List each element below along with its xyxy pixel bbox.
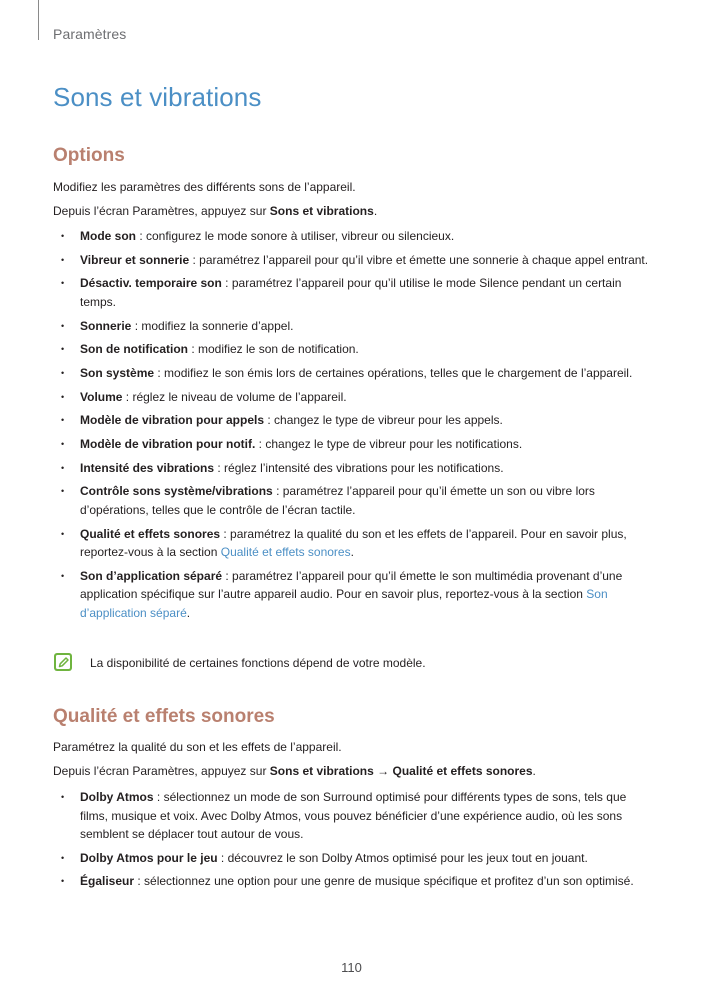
list-item: • Égaliseur : sélectionnez une option pour une genre de musique spécifique et profitez d’un son optimisé. [53, 872, 653, 891]
note-box [53, 652, 673, 674]
options-intro: Modifiez les paramètres des différents sons de l’appareil. [53, 180, 356, 194]
list-item: • Intensité des vibrations : réglez l’intensité des vibrations pour les notifications. [53, 459, 653, 478]
link-son-application-separe[interactable]: Son d’application séparé [80, 587, 608, 620]
quality-path: Depuis l’écran Paramètres, appuyez sur Sons et vibrations → Qualité et effets sonores. [53, 764, 536, 778]
quality-intro: Paramétrez la qualité du son et les effets de l’appareil. [53, 740, 342, 754]
page-title: Sons et vibrations [53, 82, 262, 112]
running-header: Paramètres [53, 26, 127, 42]
options-path: Depuis l’écran Paramètres, appuyez sur Sons et vibrations. [53, 204, 378, 218]
page-number: 110 [341, 960, 362, 975]
list-item: • Dolby Atmos : sélectionnez un mode de son Surround optimisé pour différents types de sons, tels que films, musique et voix. Avec Dolby Atmos, vous pouvez bénéficier d’une expérience audio, où les sons semblent se déplacer tout autour de vous. [53, 788, 653, 844]
list-item: • Volume : réglez le niveau de volume de l’appareil. [53, 388, 653, 407]
quality-heading: Qualité et effets sonores [53, 706, 275, 727]
list-item: • Modèle de vibration pour appels : changez le type de vibreur pour les appels. [53, 411, 653, 430]
note-pencil-icon [53, 652, 73, 672]
list-item: • Dolby Atmos pour le jeu : découvrez le son Dolby Atmos optimisé pour les jeux tout en jouant. [53, 849, 653, 868]
quality-list [53, 788, 653, 896]
list-item: • Sonnerie : modifiez la sonnerie d’appel. [53, 317, 653, 336]
list-item: • Contrôle sons système/vibrations : paramétrez l’appareil pour qu’il émette un son ou vibre lors d’opérations, telles que le contrôle de l’écran tactile. [53, 482, 653, 519]
list-item: • Mode son : configurez le mode sonore à utiliser, vibreur ou silencieux. [53, 227, 653, 246]
list-item: • Son d’application séparé : paramétrez l’appareil pour qu’il émette le son multimédia provenant d’une application spécifique sur l’autre appareil audio. Pour en savoir plus, reportez-vous à la section Son d’application séparé. [53, 567, 653, 623]
link-qualite-effets-sonores[interactable]: Qualité et effets sonores [220, 545, 351, 560]
options-list [53, 227, 653, 627]
list-item: • Son système : modifiez le son émis lors de certaines opérations, telles que le chargement de l’appareil. [53, 364, 653, 383]
note-text: La disponibilité de certaines fonctions dépend de votre modèle. [90, 656, 426, 670]
corner-crop-line [38, 0, 39, 40]
list-item: • Vibreur et sonnerie : paramétrez l’appareil pour qu’il vibre et émette une sonnerie à chaque appel entrant. [53, 251, 653, 270]
list-item: • Qualité et effets sonores : paramétrez la qualité du son et les effets de l’appareil. Pour en savoir plus, reportez-vous à la section Qualité et effets sonores. [53, 525, 653, 562]
options-heading: Options [53, 145, 125, 166]
list-item: • Désactiv. temporaire son : paramétrez l’appareil pour qu’il utilise le mode Silence pendant un certain temps. [53, 274, 653, 311]
list-item: • Son de notification : modifiez le son de notification. [53, 340, 653, 359]
list-item: • Modèle de vibration pour notif. : changez le type de vibreur pour les notifications. [53, 435, 653, 454]
